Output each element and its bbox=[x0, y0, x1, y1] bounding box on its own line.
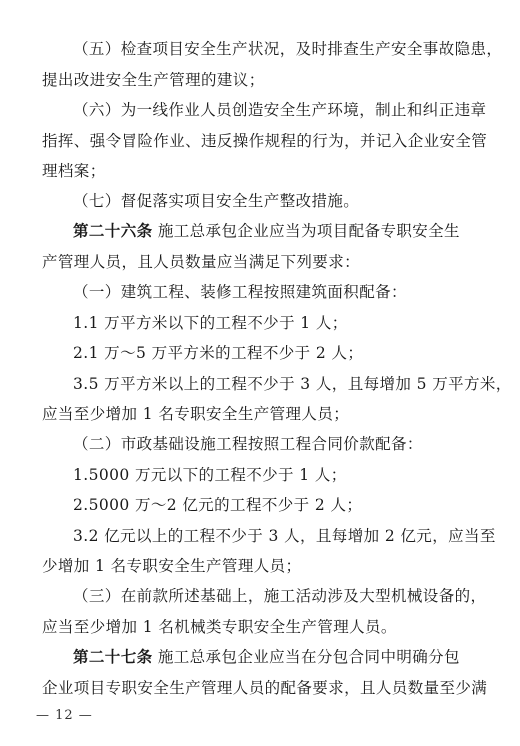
text-line: （三）在前款所述基础上，施工活动涉及大型机械设备的， bbox=[73, 587, 487, 605]
text-line: 少增加 1 名专职安全生产管理人员； bbox=[42, 557, 302, 575]
paragraph-item-7 bbox=[42, 186, 494, 217]
article-number: 第二十六条 bbox=[73, 222, 153, 240]
article-number: 第二十七条 bbox=[73, 648, 153, 666]
text-line: 企业项目专职安全生产管理人员的配备要求，且人员数量至少满 bbox=[42, 678, 488, 697]
text-line: 3.5 万平方米以上的工程不少于 3 人，且每增加 5 万平方米， bbox=[73, 374, 512, 393]
text-line: 2.1 万～5 万平方米的工程不少于 2 人； bbox=[73, 344, 364, 362]
text-line: 应当至少增加 1 名机械类专职安全生产管理人员。 bbox=[42, 617, 397, 636]
text-line: 应当至少增加 1 名专职安全生产管理人员； bbox=[42, 405, 350, 423]
text-line: （七）督促落实项目安全生产整改措施。 bbox=[73, 192, 360, 210]
article-text: 施工总承包企业应当在分包合同中明确分包 bbox=[157, 648, 460, 666]
text-line: 3.2 亿元以上的工程不少于 3 人，且每增加 2 亿元，应当至 bbox=[73, 526, 496, 545]
text-line: 1.1 万平方米以下的工程不少于 1 人； bbox=[73, 313, 348, 332]
paragraph-item-3 bbox=[42, 581, 494, 642]
text-line bbox=[42, 216, 494, 247]
text-line: （一）建筑工程、装修工程按照建筑面积配备： bbox=[73, 283, 407, 301]
text-line: 1.5000 万元以下的工程不少于 1 人； bbox=[73, 465, 347, 484]
text-line: 理档案； bbox=[42, 162, 106, 180]
text-line: 提出改进安全生产管理的建议； bbox=[42, 70, 265, 89]
article-26 bbox=[42, 216, 494, 277]
page-number: — 12 — bbox=[36, 708, 93, 723]
article-27 bbox=[42, 642, 494, 703]
text-line: 2.5000 万～2 亿元的工程不少于 2 人； bbox=[73, 496, 363, 514]
paragraph-item-6 bbox=[42, 95, 494, 187]
building-requirements bbox=[42, 277, 512, 430]
text-line: （二）市政基础设施工程按照工程合同价款配备： bbox=[73, 435, 423, 453]
text-line: （六）为一线作业人员创造安全生产环境，制止和纠正违章 bbox=[73, 101, 487, 119]
paragraph-item-5 bbox=[42, 34, 503, 95]
text-line: （五）检查项目安全生产状况，及时排查生产安全事故隐患， bbox=[73, 40, 503, 58]
text-line bbox=[42, 642, 494, 673]
municipal-requirements bbox=[42, 429, 494, 582]
text-line: 指挥、强令冒险作业、违反操作规程的行为，并记入企业安全管 bbox=[42, 131, 488, 150]
text-line: 产管理人员，且人员数量应当满足下列要求： bbox=[42, 252, 361, 271]
article-text: 施工总承包企业应当为项目配备专职安全生 bbox=[157, 222, 460, 240]
